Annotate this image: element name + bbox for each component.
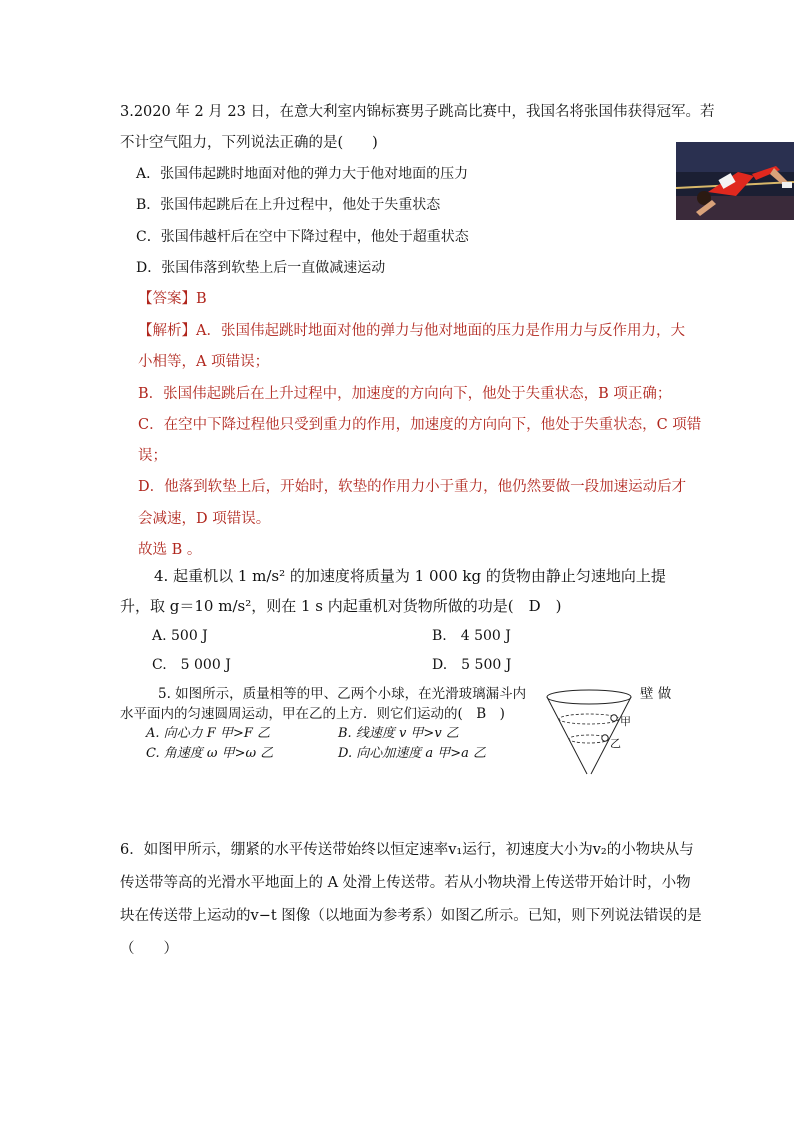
q3-analysis-line3: B．张国伟起跳后在上升过程中，加速度的方向向下，他处于失重状态，B 项正确； [138,386,672,402]
q3-analysis-line2: 小相等，A 项错误； [138,354,270,370]
q4-option-c: C. 5 000 J [152,657,231,673]
q5-option-c: C. 角速度 ω 甲>ω 乙 [146,746,274,761]
q3-stem-line2: 不计空气阻力，下列说法正确的是( ) [120,135,378,151]
q4-stem-line2: 升，取 g＝10 m/s²，则在 1 s 内起重机对货物所做的功是( D ) [120,597,562,615]
funnel-label-jia: 甲 [620,715,631,728]
high-jump-photo [676,142,794,220]
q4-option-d: D. 5 500 J [432,657,512,673]
q3-conclusion: 故选 B 。 [138,542,202,558]
funnel-diagram [544,688,634,776]
q3-analysis-line1 [138,321,685,341]
q5-option-d: D. 向心加速度 a 甲>a 乙 [338,746,487,761]
q3-analysis-line4: C．在空中下降过程他只受到重力的作用，加速度的方向向下，他处于失重状态，C 项错 [138,417,702,433]
q5-stem-line1: 5. 如图所示，质量相等的甲、乙两个小球，在光滑玻璃漏斗内 [158,686,527,702]
q3-option-b: B．张国伟起跳后在上升过程中，他处于失重状态 [136,197,441,213]
q5-option-a: A. 向心力 F 甲>F 乙 [146,726,270,741]
funnel-label-yi: 乙 [610,737,621,750]
q4-option-b: B. 4 500 J [432,628,511,644]
q6-stem-line1: 6．如图甲所示，绷紧的水平传送带始终以恒定速率v₁运行，初速度大小为v₂的小物块从与 [120,842,694,858]
q3-answer: 【答案】B [138,291,207,307]
q6-stem-line3: 块在传送带上运动的v−t 图像（以地面为参考系）如图乙所示。已知，则下列说法错误的是 [120,908,702,924]
q3-stem-line1: 3.2020 年 2 月 23 日，在意大利室内锦标赛男子跳高比赛中，我国名将张国伟获得冠军。若 [120,104,715,120]
q6-stem-line2: 传送带等高的光滑水平地面上的 A 处滑上传送带。若从小物块滑上传送带开始计时，小物 [120,875,691,891]
q3-analysis-line6: D．他落到软垫上后，开始时，软垫的作用力小于重力，他仍然要做一段加速运动后才 [138,479,687,495]
q5-option-b: B. 线速度 v 甲>v 乙 [338,726,459,741]
q3-option-d: D．张国伟落到软垫上后一直做减速运动 [136,260,386,276]
analysis-text-1: A．张国伟起跳时地面对他的弹力与他对地面的压力是作用力与反作用力，大 [196,323,685,339]
q6-stem-line4: （ ） [120,941,178,957]
q4-option-a: A. 500 J [152,628,208,644]
q3-analysis-line5: 误； [138,448,167,464]
q3-option-a: A．张国伟起跳时地面对他的弹力大于他对地面的压力 [136,166,469,182]
q4-stem-line1: 4. 起重机以 1 m/s² 的加速度将质量为 1 000 kg 的货物由静止匀速地向上提 [154,567,666,585]
q5-stem-line2: 水平面内的匀速圆周运动，甲在乙的上方．则它们运动的( B ) [120,706,505,722]
q5-stem-line1-right: 壁 做 [640,686,672,702]
analysis-label: 【解析】 [138,323,196,339]
q3-option-c: C．张国伟越杆后在空中下降过程中，他处于超重状态 [136,229,469,245]
q3-analysis-line7: 会减速，D 项错误。 [138,511,271,527]
